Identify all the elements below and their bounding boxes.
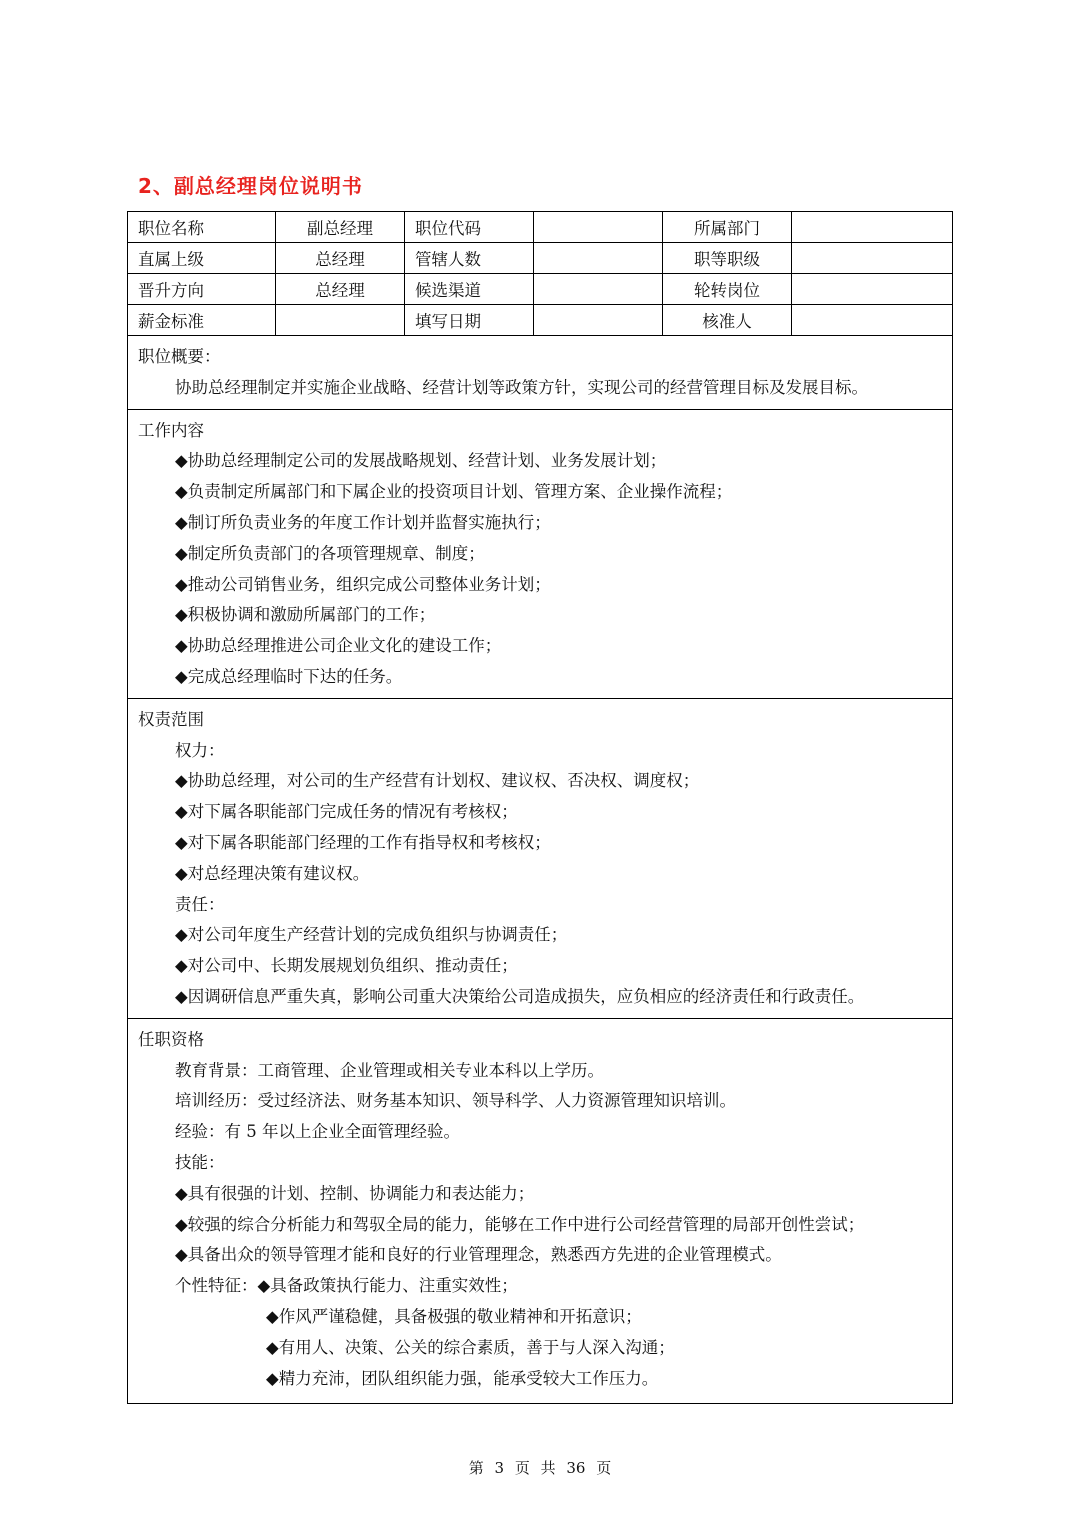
power-item: ◆对下属各职能部门完成任务的情况有考核权；	[175, 802, 518, 822]
info-row	[128, 305, 953, 336]
experience-line: 经验：有 5 年以上企业全面管理经验。	[175, 1122, 460, 1142]
personality-label: 个性特征：	[175, 1276, 258, 1296]
info-row	[128, 212, 953, 243]
info-value	[534, 212, 663, 243]
responsibility-item: ◆因调研信息严重失真，影响公司重大决策给公司造成损失，应负相应的经济责任和行政责任。	[175, 986, 865, 1006]
personality-item: ◆作风严谨稳健，具备极强的敬业精神和开拓意识；	[266, 1306, 642, 1326]
info-label: 填写日期	[405, 305, 534, 336]
overview-section	[128, 336, 953, 410]
info-label: 核准人	[663, 305, 792, 336]
power-item: ◆对下属各职能部门经理的工作有指导权和考核权；	[175, 832, 551, 852]
work-section	[128, 409, 953, 698]
skill-item: ◆较强的综合分析能力和驾驭全局的能力，能够在工作中进行公司经营管理的局部开创性尝试；	[175, 1214, 865, 1234]
info-value: 总经理	[276, 274, 405, 305]
work-item: ◆制订所负责业务的年度工作计划并监督实施执行；	[175, 512, 551, 532]
skill-item: ◆具备出众的领导管理才能和良好的行业管理理念，熟悉西方先进的企业管理模式。	[175, 1245, 782, 1265]
authority-section	[128, 698, 953, 1018]
info-value	[792, 243, 953, 274]
info-value	[792, 212, 953, 243]
power-item: ◆协助总经理，对公司的生产经营有计划权、建议权、否决权、调度权；	[175, 771, 700, 791]
work-item: ◆协助总经理推进公司企业文化的建设工作；	[175, 636, 502, 656]
qualification-section	[128, 1018, 953, 1404]
power-label: 权力：	[175, 740, 225, 760]
education-line: 教育背景：工商管理、企业管理或相关专业本科以上学历。	[175, 1060, 604, 1080]
work-item: ◆负责制定所属部门和下属企业的投资项目计划、管理方案、企业操作流程；	[175, 482, 733, 502]
info-value	[792, 305, 953, 336]
qualification-title: 任职资格	[138, 1029, 204, 1049]
info-label: 职位名称	[128, 212, 276, 243]
info-label: 候选渠道	[405, 274, 534, 305]
power-item: ◆对总经理决策有建议权。	[175, 863, 370, 883]
personality-item: ◆具备政策执行能力、注重实效性；	[257, 1276, 518, 1296]
info-label: 轮转岗位	[663, 274, 792, 305]
info-value	[534, 305, 663, 336]
personality-item: ◆精力充沛，团队组织能力强，能承受较大工作压力。	[266, 1368, 659, 1388]
info-value: 副总经理	[276, 212, 405, 243]
work-item: ◆制定所负责部门的各项管理规章、制度；	[175, 543, 485, 563]
info-label: 薪金标准	[128, 305, 276, 336]
info-value	[276, 305, 405, 336]
authority-title: 权责范围	[138, 709, 204, 729]
responsibility-label: 责任：	[175, 894, 225, 914]
personality-row	[138, 1271, 952, 1302]
info-row	[128, 274, 953, 305]
work-title: 工作内容	[138, 420, 204, 440]
work-item: ◆积极协调和激励所属部门的工作；	[175, 605, 436, 625]
info-label: 直属上级	[128, 243, 276, 274]
skill-item: ◆具有很强的计划、控制、协调能力和表达能力；	[175, 1183, 535, 1203]
skills-label: 技能：	[175, 1152, 225, 1172]
work-item: ◆完成总经理临时下达的任务。	[175, 666, 403, 686]
info-row	[128, 243, 953, 274]
overview-title: 职位概要：	[138, 347, 221, 366]
info-value: 总经理	[276, 243, 405, 274]
info-value	[534, 274, 663, 305]
job-description-table	[127, 211, 953, 1404]
info-label: 所属部门	[663, 212, 792, 243]
page-number: 第 3 页 共 36 页	[468, 1459, 612, 1477]
info-label: 管辖人数	[405, 243, 534, 274]
responsibility-item: ◆对公司年度生产经营计划的完成负组织与协调责任；	[175, 925, 568, 945]
info-value	[534, 243, 663, 274]
work-item: ◆推动公司销售业务，组织完成公司整体业务计划；	[175, 574, 551, 594]
training-line: 培训经历：受过经济法、财务基本知识、领导科学、人力资源管理知识培训。	[175, 1091, 736, 1111]
work-item: ◆协助总经理制定公司的发展战略规划、经营计划、业务发展计划；	[175, 451, 667, 471]
section-heading: 2、副总经理岗位说明书	[138, 174, 363, 198]
overview-text: 协助总经理制定并实施企业战略、经营计划等政策方针，实现公司的经营管理目标及发展目标。	[175, 377, 868, 397]
info-label: 职位代码	[405, 212, 534, 243]
responsibility-item: ◆对公司中、长期发展规划负组织、推动责任；	[175, 956, 518, 976]
info-label: 职等职级	[663, 243, 792, 274]
personality-item: ◆有用人、决策、公关的综合素质，善于与人深入沟通；	[266, 1337, 675, 1357]
info-value	[792, 274, 953, 305]
info-label: 晋升方向	[128, 274, 276, 305]
